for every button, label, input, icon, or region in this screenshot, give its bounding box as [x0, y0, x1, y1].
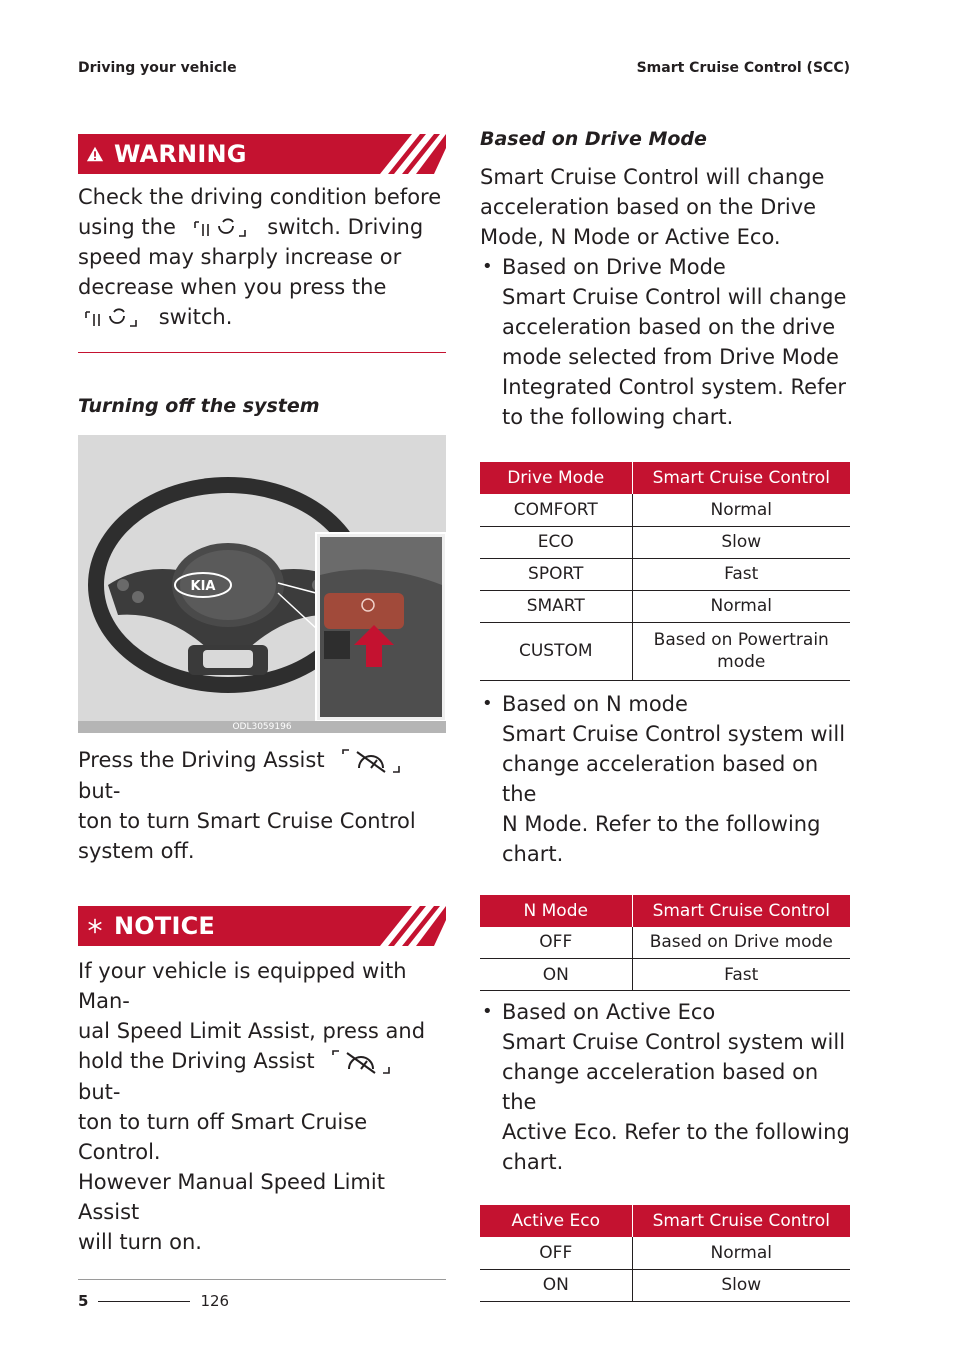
bullet-n-mode: • Based on N mode Smart Cruise Control system will change acceleration based on the N Mode. Refer to the following chart. — [480, 689, 850, 869]
table-row: ECO Slow — [480, 526, 850, 558]
warning-line-1: Check the driving condition before — [78, 185, 442, 209]
notice-line-5: However Manual Speed Limit Assist — [78, 1170, 385, 1224]
footer-rule — [98, 1301, 190, 1302]
steering-wheel-illustration — [78, 435, 446, 733]
right-column — [480, 128, 850, 1302]
notice-title: NOTICE — [114, 912, 215, 940]
page-number: 126 — [200, 1292, 230, 1310]
notice-line-2: ual Speed Limit Assist, press and — [78, 1019, 426, 1043]
driving-assist-button-icon — [333, 746, 409, 776]
table-header-cell: Smart Cruise Control — [632, 1205, 850, 1237]
drive-mode-intro — [480, 162, 850, 252]
table-header-row — [480, 462, 850, 494]
turning-off-line-1: Press the Driving Assist but- — [78, 745, 446, 806]
active-eco-table — [480, 1205, 850, 1302]
illustration-code: ODL3059196 — [78, 721, 446, 733]
chapter-number: 5 — [78, 1292, 89, 1310]
bullet-drive-mode: • Based on Drive Mode Smart Cruise Control will change acceleration based on the drive mode selected from Drive Mode Integrated Control system. Refer to the following chart. — [480, 252, 850, 432]
table-header-row — [480, 1205, 850, 1237]
intro-line-2: acceleration based on the Drive — [480, 195, 817, 219]
notice-text — [78, 956, 446, 1257]
page-footer — [78, 1292, 229, 1310]
turning-off-heading: Turning off the system — [78, 395, 320, 417]
turning-off-text — [78, 745, 446, 866]
notice-line-3: hold the Driving Assist but- — [78, 1046, 446, 1107]
warning-banner — [78, 134, 446, 174]
steering-wheel-drawing — [78, 435, 446, 733]
table-row: ON Slow — [480, 1269, 850, 1301]
notice-line-6: will turn on. — [78, 1230, 202, 1254]
running-header-left: Driving your vehicle — [78, 60, 237, 76]
table-header-cell: Smart Cruise Control — [632, 462, 850, 494]
table-row: COMFORT Normal — [480, 494, 850, 526]
table-row: SMART Normal — [480, 590, 850, 622]
table-row: SPORT Fast — [480, 558, 850, 590]
table-header-cell: Drive Mode — [480, 462, 632, 494]
warning-title: WARNING — [114, 140, 247, 168]
table-row: OFF Based on Drive mode — [480, 927, 850, 959]
intro-line-1: Smart Cruise Control will change — [480, 165, 825, 189]
notice-end-rule — [78, 1279, 446, 1280]
warning-line-4: decrease when you press the — [78, 275, 387, 299]
warning-line-3: speed may sharply increase or — [78, 245, 402, 269]
bullet-marker: • — [482, 692, 493, 714]
cruise-distance-switch-icon — [187, 216, 257, 240]
warning-end-rule — [78, 352, 446, 353]
table-header-row — [480, 895, 850, 927]
notice-line-1: If your vehicle is equipped with Man- — [78, 959, 407, 1013]
drive-mode-table — [480, 462, 850, 681]
intro-line-3: Mode, N Mode or Active Eco. — [480, 225, 781, 249]
running-header-right: Smart Cruise Control (SCC) — [636, 60, 850, 76]
notice-line-4: ton to turn off Smart Cruise Control. — [78, 1110, 368, 1164]
warning-line-5: switch. — [78, 302, 446, 332]
driving-assist-button-icon — [323, 1047, 399, 1077]
warning-line-2: using the switch. Driving — [78, 215, 424, 239]
table-header-cell: Active Eco — [480, 1205, 632, 1237]
asterisk-icon — [86, 917, 104, 935]
n-mode-table — [480, 895, 850, 992]
banner-stripes — [376, 906, 446, 946]
bullet-marker: • — [482, 256, 493, 277]
table-row: CUSTOM Based on Powertrain mode — [480, 622, 850, 680]
svg-text:KIA: KIA — [190, 579, 216, 594]
table-row: OFF Normal — [480, 1237, 850, 1269]
bullet-active-eco: • Based on Active Eco Smart Cruise Control system will change acceleration based on the Active Eco. Refer to the following chart. — [480, 997, 850, 1177]
turning-off-line-2: ton to turn Smart Cruise Control — [78, 809, 416, 833]
cruise-distance-switch-icon — [78, 306, 148, 330]
warning-triangle-icon — [86, 145, 104, 163]
turning-off-line-3: system off. — [78, 839, 195, 863]
notice-banner — [78, 906, 446, 946]
table-header-cell: N Mode — [480, 895, 632, 927]
banner-stripes — [376, 134, 446, 174]
drive-mode-heading: Based on Drive Mode — [480, 128, 707, 150]
table-header-cell: Smart Cruise Control — [632, 895, 850, 927]
bullet-marker: • — [482, 1001, 493, 1022]
left-column — [78, 134, 446, 1280]
table-row: ON Fast — [480, 959, 850, 991]
warning-text — [78, 182, 446, 332]
